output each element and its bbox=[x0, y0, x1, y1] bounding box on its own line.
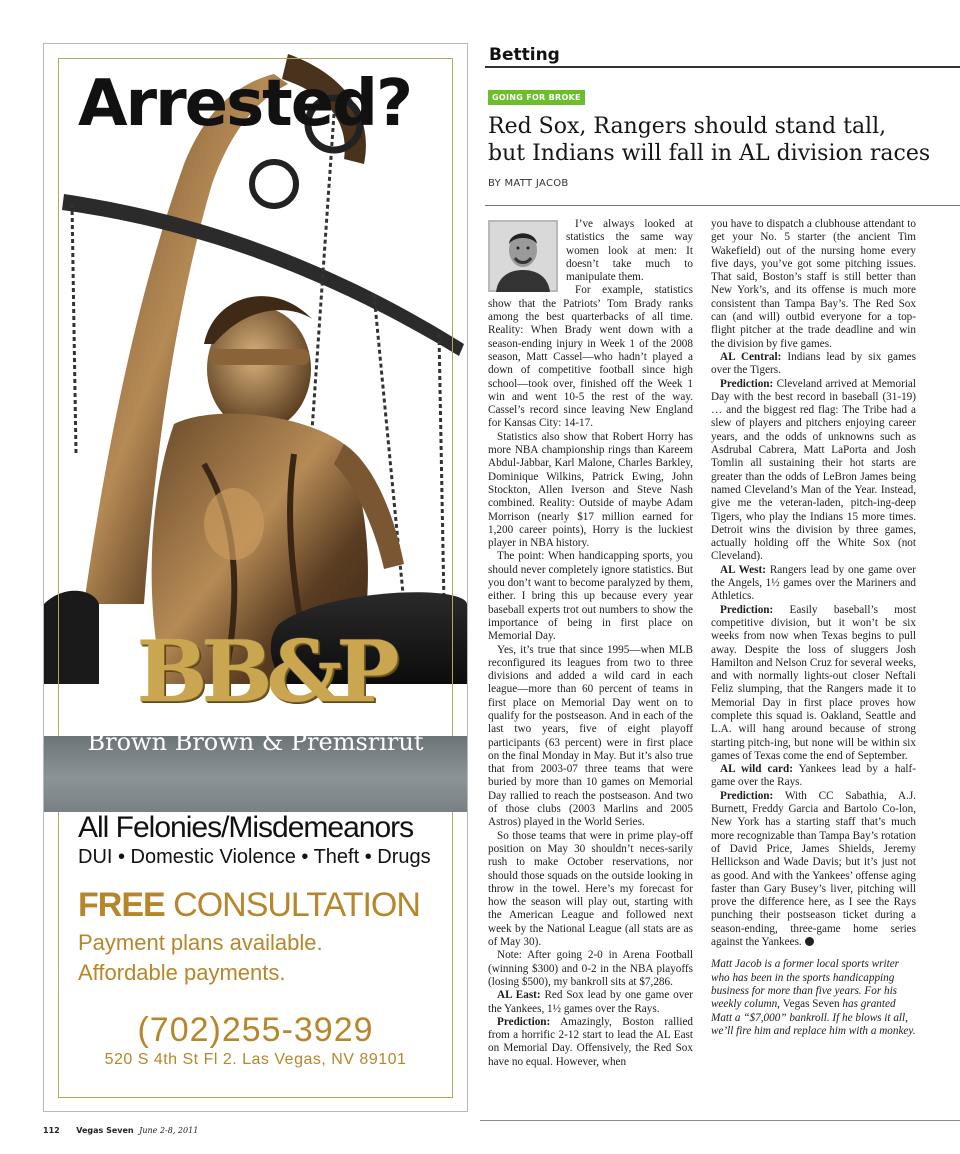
section-label: Betting bbox=[489, 45, 560, 65]
issue-date: June 2-8, 2011 bbox=[139, 1126, 199, 1135]
legal-advertisement bbox=[43, 43, 468, 1112]
subhead-label: Prediction: bbox=[720, 377, 774, 390]
paragraph bbox=[711, 604, 916, 764]
article-column-1 bbox=[488, 218, 693, 1098]
page-number: 112 bbox=[43, 1126, 60, 1135]
byline: BY MATT JACOB bbox=[488, 178, 569, 189]
paragraph: For example, statistics show that the Patriots’ Tom Brady ranks among the best quarterbacks of all time. Reality: When Brady went down with a season-ending injury in Week 1 of the 2008 season, Matt Cassel—who hadn’t played a down of competitive football since high school—took over, finished off the Week 1 win and went 10-5 the rest of the way. Cassel’s record since leaving New England for Kansas City: 14-17. bbox=[488, 284, 693, 430]
paragraph-text: Red Sox lead by one game over the Yankees, 1½ games over the Rays. bbox=[488, 989, 693, 1015]
paragraph-text: Amazingly, Boston rallied from a horrific 2-12 start to lead the AL East on Memorial Day. Offensively, the Red Sox have no equal. However, when bbox=[488, 1015, 693, 1068]
consultation-label: CONSULTATION bbox=[173, 886, 420, 924]
paragraph bbox=[711, 763, 916, 790]
author-note-text: has granted Matt a “$7,000” bankroll. If he blows it all, we’ll fire him and replace him with a monkey. bbox=[711, 998, 916, 1037]
paragraph bbox=[488, 1016, 693, 1069]
paragraph: you have to dispatch a clubhouse attendant to get your No. 5 starter (the ancient Tim Wakefield) out of the nursing home every five days, you’ve got some pitching issues. That said, Boston’s staff is still better than New York’s, and its offense is much more consistent than Tampa Bay’s. The Red Sox can (and will) outbid everyone for a top-flight pitcher at the trade deadline and win the division by five games. bbox=[711, 218, 916, 350]
paragraph: The point: When handicapping sports, you should never completely ignore statistics. But you don’t want to become paralyzed by them, either. I bring this up because every year baseball experts trot out numbers to show the importance of being in first place on Memorial Day. bbox=[488, 550, 693, 643]
paragraph-text: Cleveland arrived at Memorial Day with the best record in baseball (31-19) … and the biggest red flag: The Tribe had a slew of players and pitchers enjoying career years, and the odds of unknowns such as Asdrubal Cabrera, Matt LaPorta and Josh Tomlin all sustaining their hot starts are greater than the odds of LeBron James being named Cleveland’s Man of the Year. Instead, give me the veteran-laden, pitch-ing-deep Tigers, who play the Indians 15 more times. Detroit wins the division by three games, actually holding off the White Sox (not Cleveland). bbox=[711, 377, 916, 563]
payment-line-2: Affordable payments. bbox=[78, 960, 286, 985]
publication-name: Vegas Seven bbox=[76, 1126, 134, 1135]
firm-name: Brown Brown & Premsrirut bbox=[87, 728, 424, 756]
column-tag: GOING FOR BROKE bbox=[488, 90, 585, 105]
free-label: FREE bbox=[78, 886, 165, 924]
paragraph: I’ve always looked at statistics the same way women look at men: It doesn’t take much to manipulate them. bbox=[566, 218, 693, 284]
subhead-label: AL wild card: bbox=[720, 763, 793, 776]
paragraph-text: Indians lead by six games over the Tigers. bbox=[711, 350, 916, 377]
ad-phone-number: (702)255-3929 bbox=[137, 1011, 374, 1049]
subhead-label: AL East: bbox=[497, 989, 541, 1002]
subhead-label: AL Central: bbox=[720, 350, 782, 363]
paragraph: Note: After going 2-0 in Arena Football (winning $300) and 0-2 in the NBA playoffs (losing $500), my bankroll sits at $7,286. bbox=[488, 949, 693, 988]
article-headline bbox=[488, 113, 948, 167]
article-column-2 bbox=[711, 218, 916, 1098]
payment-line-1: Payment plans available. bbox=[78, 930, 323, 955]
paragraph: Yes, it’s true that since 1995—when MLB reconfigured its leagues from two to three divisions and added a wild card in each league—more than 60 percent of teams in first place on Memorial Day went on to qualify for the postseason. And in each of the last two years, five of eight playoff participants (63 percent) were in first place on the final Monday in May. But it’s also true that from 2003-07 three teams that were buried by more than 10 games on Memorial Day rallied to reach the postseason. And two of those clubs (2003 Marlins and 2005 Astros) played in the World Series. bbox=[488, 643, 693, 829]
paragraph bbox=[711, 564, 916, 604]
paragraph-text: Easily baseball’s most competitive division, but it won’t be six weeks from now when Texas begins to pull away. Despite the loss of sluggers Josh Hamilton and Nelson Cruz for several weeks, and with normally lights-out closer Neftali Feliz slumping, that the Rangers made it to Memorial Day in first place proves how complete this squad is. Oakland, Seattle and L.A. will hang around because of strong starting pitch-ing, but none will be within six games of Texas come the end of September. bbox=[711, 603, 916, 762]
footer-divider bbox=[480, 1120, 960, 1121]
subhead-label: AL West: bbox=[720, 563, 766, 576]
paragraph bbox=[711, 351, 916, 378]
free-consultation bbox=[78, 886, 420, 925]
headline-line-1: Red Sox, Rangers should stand tall, bbox=[488, 114, 887, 139]
author-photo bbox=[488, 220, 558, 292]
paragraph bbox=[711, 378, 916, 564]
page-footer bbox=[43, 1126, 198, 1135]
payment-info bbox=[78, 928, 323, 988]
paragraph-text: With CC Sabathia, A.J. Burnett, Freddy Garcia and Bartolo Co-lon, New York has a starting staff that’s much more recognizable than Tampa Bay’s rotation of David Price, James Shields, Jeremy Hellickson and Wade Davis; but it’s just not as good. And with the Yankees’ offense aging faster than Gary Busey’s liver, pitching will prove the difference here, as I see the Rays punching their postseason ticket during a season-ending, three-game home series against the Yankees. bbox=[711, 789, 916, 949]
headline-line-2: but Indians will fall in AL division races bbox=[488, 141, 931, 166]
paragraph bbox=[488, 989, 693, 1016]
firm-logo: BB&P bbox=[136, 622, 394, 721]
paragraph-text: Rangers lead by one game over the Angels, 1½ games over the Mariners and Athletics. bbox=[711, 563, 917, 603]
ad-services-title: All Felonies/Misdemeanors bbox=[78, 811, 414, 844]
ad-headline: Arrested? bbox=[78, 67, 412, 141]
author-note-text: Matt Jacob is a former local sports writer who has been in the sports handicapping business for more than five years. For his weekly column, bbox=[711, 958, 900, 1011]
subhead-label: Prediction: bbox=[720, 603, 774, 616]
ad-address: 520 S 4th St Fl 2. Las Vegas, NV 89101 bbox=[104, 1051, 407, 1068]
end-mark-icon bbox=[805, 937, 814, 946]
byline-divider bbox=[485, 205, 960, 206]
section-divider bbox=[485, 66, 960, 68]
ad-services-list: DUI • Domestic Violence • Theft • Drugs bbox=[78, 846, 431, 868]
subhead-label: Prediction: bbox=[720, 789, 774, 802]
author-note-publication: Vegas Seven bbox=[782, 998, 840, 1011]
paragraph-text: Yankees lead by a half-game over the Rays. bbox=[711, 763, 916, 789]
paragraph bbox=[711, 790, 916, 950]
author-note bbox=[711, 958, 916, 1038]
subhead-label: Prediction: bbox=[497, 1015, 551, 1028]
paragraph: So those teams that were in prime play-off position on May 30 shouldn’t neces-sarily rush to make October reservations, nor should those squads on the outside looking in throw in the towel. Here’s my forecast for how the season will play out, starting with the American League and followed next week by the National League (all stats are as of May 30). bbox=[488, 829, 693, 949]
paragraph: Statistics also show that Robert Horry has more NBA championship rings than Kareem Abdul-Jabbar, Karl Malone, Charles Barkley, Dominique Wilkins, Patrick Ewing, John Stockton, Allen Iverson and Steve Nash combined. Reality: Outside of maybe Adam Morrison (nearly $17 million earned for 1,200 career points), Horry is the luckiest player in NBA history. bbox=[488, 430, 693, 550]
